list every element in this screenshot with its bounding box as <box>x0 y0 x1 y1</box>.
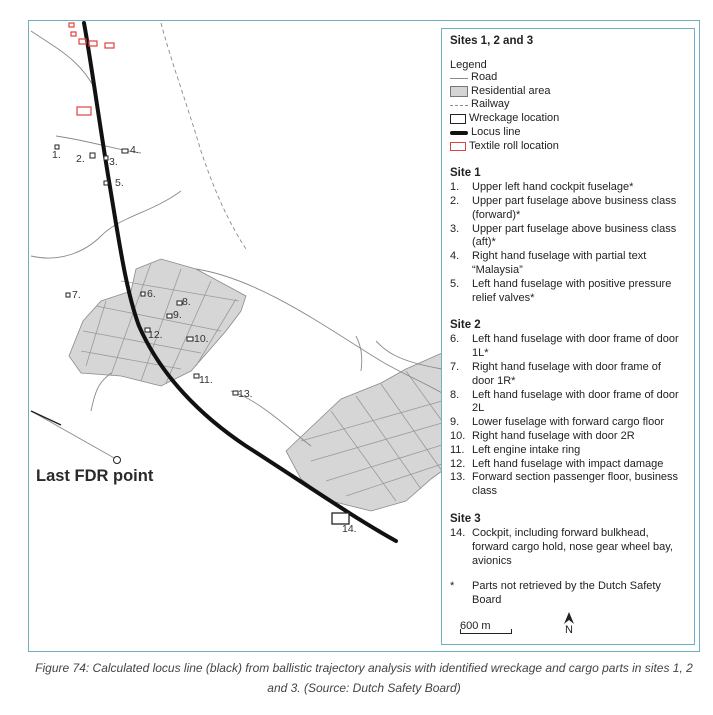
legend-item-road <box>450 71 686 85</box>
item-number: 1. <box>450 181 460 194</box>
list-item <box>450 223 686 251</box>
list-item <box>450 430 686 444</box>
textile-roll-marker <box>77 107 91 115</box>
legend-item-wreckage <box>450 112 686 126</box>
legend-items <box>450 71 686 153</box>
legend-item-locus <box>450 126 686 140</box>
item-text: Left hand fuselage with impact damage <box>472 457 664 470</box>
list-item <box>450 444 686 458</box>
legend-panel <box>441 28 695 645</box>
wreckage-marker-4 <box>122 149 128 153</box>
site-3-list <box>450 527 686 568</box>
footnote-text: Parts not retrieved by the Dutch Safety Board <box>472 580 661 607</box>
list-item <box>450 181 686 195</box>
textile-roll-marker <box>105 43 114 48</box>
wreckage-marker-10 <box>187 337 193 341</box>
list-item <box>450 416 686 430</box>
textile-roll-marker <box>71 32 76 36</box>
last-fdr-point-marker <box>114 457 121 464</box>
wreckage-marker-6 <box>141 292 145 296</box>
wreckage-label-14: 14. <box>342 523 357 535</box>
scale-bar <box>460 629 512 634</box>
item-number: 10. <box>450 429 466 442</box>
residential-symbol-icon <box>450 86 468 97</box>
site-3-heading: Site 3 <box>450 512 481 525</box>
textile-symbol-icon <box>450 142 466 151</box>
wreckage-symbol-icon <box>450 114 466 124</box>
wreckage-label-12: 12. <box>148 329 163 341</box>
footnote-mark: * <box>450 580 455 593</box>
item-text: Right hand fuselage with door 2R <box>472 429 635 442</box>
legend-label: Road <box>471 71 498 83</box>
site-3-section <box>450 513 686 568</box>
item-text: Left engine intake ring <box>472 443 581 456</box>
legend-label: Locus line <box>471 125 521 138</box>
item-number: 2. <box>450 195 460 208</box>
site-2-list <box>450 333 686 499</box>
item-number: 11. <box>450 443 465 456</box>
list-item <box>450 333 686 361</box>
site-2-section <box>450 319 686 499</box>
item-number: 8. <box>450 388 460 401</box>
item-text: Right hand fuselage with door frame of door 1R* <box>472 360 661 387</box>
legend-label: Wreckage location <box>469 112 560 125</box>
residential-area-site2 <box>69 259 246 386</box>
item-number: 5. <box>450 277 460 290</box>
north-arrow <box>562 612 576 636</box>
legend-item-textile <box>450 140 686 154</box>
footnote <box>450 580 686 608</box>
wreckage-label-8: 8. <box>182 296 191 308</box>
item-text: Left hand fuselage with door frame of door 2L <box>472 388 679 415</box>
legend-label: Railway <box>471 98 510 111</box>
last-fdr-point-label: Last FDR point <box>36 467 154 485</box>
list-item <box>450 471 686 499</box>
wreckage-label-3: 3. <box>109 156 118 168</box>
legend-label: Textile roll location <box>469 139 559 152</box>
wreckage-marker-3 <box>104 156 108 160</box>
item-text: Upper part fuselage above business class (aft)* <box>472 222 677 249</box>
list-item <box>450 278 686 306</box>
wreckage-label-11: 11. <box>199 374 213 386</box>
list-item <box>450 195 686 223</box>
wreckage-marker-7 <box>66 293 70 297</box>
list-item <box>450 250 686 278</box>
item-text: Lower fuselage with forward cargo floor <box>472 416 664 429</box>
item-number: 6. <box>450 333 460 346</box>
legend-item-residential <box>450 85 686 99</box>
wreckage-label-1: 1. <box>52 149 61 161</box>
locus-symbol-icon <box>450 131 468 135</box>
item-text: Right hand fuselage with partial text “Malaysia” <box>472 250 647 276</box>
item-number: 14. <box>450 526 466 539</box>
textile-roll-marker <box>89 41 97 46</box>
wreckage-marker-2 <box>90 153 95 158</box>
site-1-heading: Site 1 <box>450 167 481 180</box>
wreckage-label-5: 5. <box>115 177 124 189</box>
list-item <box>450 361 686 389</box>
item-number: 4. <box>450 250 460 263</box>
item-number: 9. <box>450 416 460 429</box>
scale-label: 600 m <box>460 620 491 632</box>
wreckage-marker-9 <box>167 314 172 318</box>
item-text: Upper left hand cockpit fuselage* <box>472 181 634 194</box>
item-number: 3. <box>450 222 460 235</box>
legend-label: Residential area <box>471 84 551 97</box>
north-arrow-icon <box>564 612 574 624</box>
item-number: 7. <box>450 360 460 373</box>
wreckage-label-7: 7. <box>72 289 81 301</box>
wreckage-marker-5 <box>104 181 108 185</box>
list-item <box>450 527 686 568</box>
north-label: N <box>565 624 573 636</box>
railway <box>161 23 246 249</box>
wreckage-label-4: 4. <box>130 144 139 156</box>
site-1-list <box>450 181 686 305</box>
item-text: Forward section passenger floor, business class <box>472 471 679 498</box>
legend-item-railway <box>450 98 686 112</box>
item-number: 12. <box>450 457 466 470</box>
textile-roll-marker <box>69 23 74 27</box>
legend-heading: Legend <box>450 59 487 71</box>
list-item <box>450 389 686 417</box>
item-text: Left hand fuselage with positive pressure relief valves* <box>472 277 672 304</box>
railway-symbol-icon <box>450 105 468 106</box>
wreckage-label-13: 13. <box>238 388 253 400</box>
item-text: Left hand fuselage with door frame of door 1L* <box>472 333 679 360</box>
wreckage-label-10: 10. <box>194 333 209 345</box>
wreckage-label-2: 2. <box>76 153 85 165</box>
legend-title: Sites 1, 2 and 3 <box>450 35 534 47</box>
item-text: Upper part fuselage above business class (forward)* <box>472 195 677 221</box>
site-2-heading: Site 2 <box>450 319 481 332</box>
figure-caption: Figure 74: Calculated locus line (black) from ballistic trajectory analysis with identified wreckage and cargo parts in sites 1, 2 and 3. (Source: Dutch Safety Board) <box>35 661 693 695</box>
item-number: 13. <box>450 471 466 484</box>
list-item <box>450 458 686 472</box>
site-1-section <box>450 167 686 305</box>
item-text: Cockpit, including forward bulkhead, forward cargo hold, nose gear wheel bay, avionics <box>472 526 673 567</box>
road-symbol-icon <box>450 78 468 79</box>
wreckage-label-9: 9. <box>173 309 182 321</box>
wreckage-label-6: 6. <box>147 288 156 300</box>
